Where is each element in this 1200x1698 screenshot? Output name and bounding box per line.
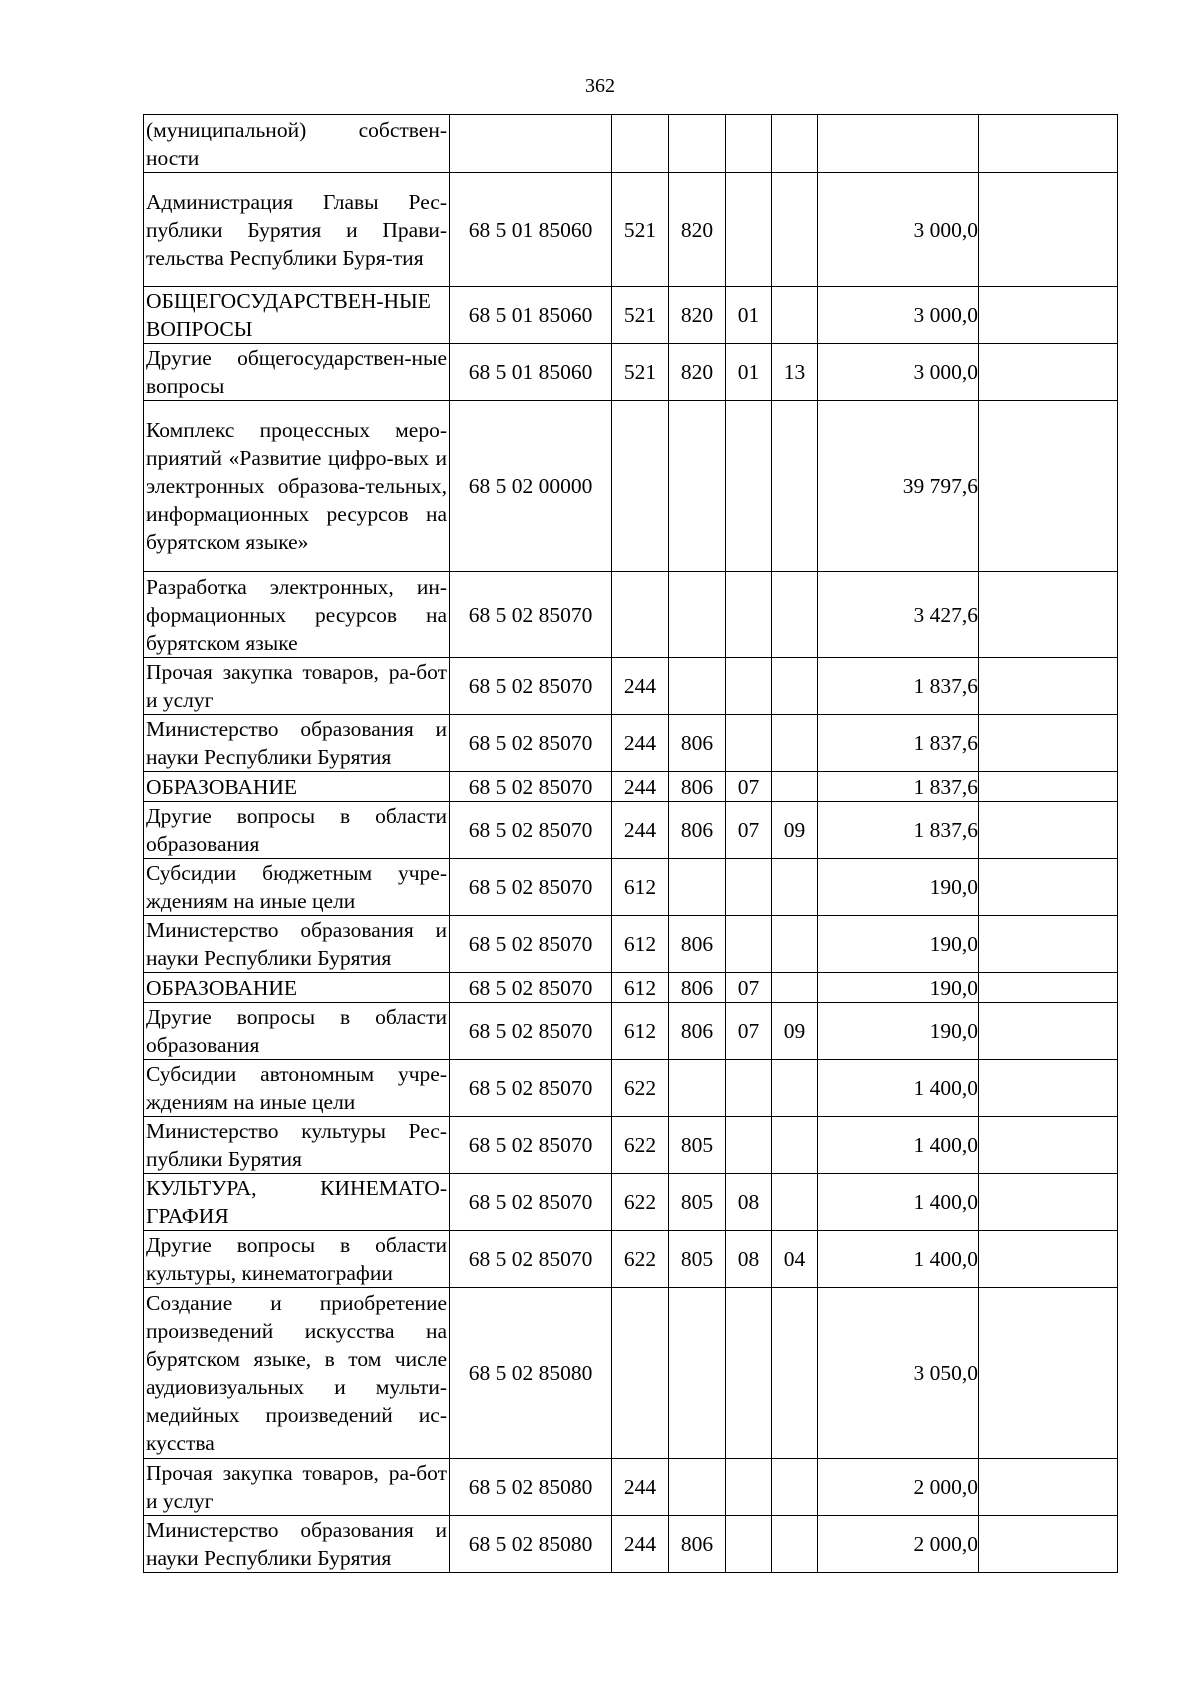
row-csr-cell: 68 5 02 85070 xyxy=(450,1060,612,1117)
page-number: 362 xyxy=(585,75,615,97)
row-pr-cell xyxy=(772,973,818,1003)
row-rz-cell xyxy=(726,1288,772,1459)
row-sum-cell: 1 400,0 xyxy=(818,1231,979,1288)
row-pr-cell xyxy=(772,115,818,173)
row-pr-cell xyxy=(772,1288,818,1459)
row-name-cell: Создание и приобретение произведений искусства на бурятском языке, в том числе аудиовизуальных и мульти-медийных произведений ис-кусства xyxy=(144,1288,450,1459)
row-csr-cell: 68 5 02 85070 xyxy=(450,1117,612,1174)
table-row xyxy=(144,916,1118,973)
row-sum-cell xyxy=(818,115,979,173)
row-vr-cell: 622 xyxy=(612,1117,669,1174)
row-name-cell: ОБЩЕГОСУДАРСТВЕН-НЫЕ ВОПРОСЫ xyxy=(144,287,450,344)
row-vr-cell: 244 xyxy=(612,1459,669,1516)
row-csr-cell: 68 5 01 85060 xyxy=(450,173,612,287)
row-name-cell: ОБРАЗОВАНИЕ xyxy=(144,973,450,1003)
row-sum-cell: 39 797,6 xyxy=(818,401,979,572)
row-rz-cell: 01 xyxy=(726,287,772,344)
table-row xyxy=(144,658,1118,715)
row-rz-cell: 07 xyxy=(726,1003,772,1060)
row-rz-cell xyxy=(726,401,772,572)
row-name-cell: Министерство образования и науки Республики Бурятия xyxy=(144,916,450,973)
row-blank-cell xyxy=(979,287,1118,344)
row-sum-cell: 2 000,0 xyxy=(818,1459,979,1516)
row-rz-cell xyxy=(726,173,772,287)
row-pr-cell xyxy=(772,1060,818,1117)
row-sum-cell: 3 427,6 xyxy=(818,572,979,658)
table-row xyxy=(144,287,1118,344)
row-sum-cell: 1 400,0 xyxy=(818,1060,979,1117)
row-csr-cell: 68 5 02 85070 xyxy=(450,1003,612,1060)
row-rz-cell: 07 xyxy=(726,802,772,859)
row-grbs-cell xyxy=(669,115,726,173)
row-vr-cell: 612 xyxy=(612,859,669,916)
row-name-cell: Субсидии бюджетным учре-ждениям на иные цели xyxy=(144,859,450,916)
row-vr-cell: 244 xyxy=(612,658,669,715)
row-vr-cell: 612 xyxy=(612,916,669,973)
row-name-cell: КУЛЬТУРА, КИНЕМАТО-ГРАФИЯ xyxy=(144,1174,450,1231)
row-rz-cell xyxy=(726,1516,772,1573)
row-rz-cell xyxy=(726,572,772,658)
row-rz-cell: 08 xyxy=(726,1174,772,1231)
row-sum-cell: 3 000,0 xyxy=(818,173,979,287)
row-grbs-cell: 805 xyxy=(669,1174,726,1231)
row-vr-cell: 521 xyxy=(612,344,669,401)
table-row xyxy=(144,1003,1118,1060)
row-csr-cell: 68 5 01 85060 xyxy=(450,287,612,344)
row-sum-cell: 1 837,6 xyxy=(818,802,979,859)
row-name-cell: Другие общегосударствен-ные вопросы xyxy=(144,344,450,401)
row-blank-cell xyxy=(979,1174,1118,1231)
row-vr-cell xyxy=(612,1288,669,1459)
row-csr-cell: 68 5 02 85080 xyxy=(450,1288,612,1459)
table-row xyxy=(144,973,1118,1003)
row-grbs-cell: 820 xyxy=(669,344,726,401)
row-sum-cell: 3 000,0 xyxy=(818,287,979,344)
row-blank-cell xyxy=(979,973,1118,1003)
row-sum-cell: 1 400,0 xyxy=(818,1174,979,1231)
row-sum-cell: 1 837,6 xyxy=(818,772,979,802)
row-name-cell: (муниципальной) собствен-ности xyxy=(144,115,450,173)
row-rz-cell xyxy=(726,1117,772,1174)
row-sum-cell: 190,0 xyxy=(818,973,979,1003)
table-row xyxy=(144,572,1118,658)
table-row xyxy=(144,772,1118,802)
budget-table xyxy=(143,114,1118,1573)
row-blank-cell xyxy=(979,572,1118,658)
row-blank-cell xyxy=(979,1231,1118,1288)
row-grbs-cell xyxy=(669,1288,726,1459)
row-csr-cell: 68 5 02 85070 xyxy=(450,715,612,772)
row-pr-cell xyxy=(772,715,818,772)
row-blank-cell xyxy=(979,1516,1118,1573)
row-sum-cell: 190,0 xyxy=(818,859,979,916)
row-vr-cell: 622 xyxy=(612,1060,669,1117)
row-blank-cell xyxy=(979,859,1118,916)
row-grbs-cell: 806 xyxy=(669,1516,726,1573)
row-pr-cell xyxy=(772,173,818,287)
row-grbs-cell xyxy=(669,658,726,715)
row-pr-cell xyxy=(772,859,818,916)
row-grbs-cell xyxy=(669,1459,726,1516)
row-rz-cell xyxy=(726,115,772,173)
row-rz-cell xyxy=(726,859,772,916)
row-vr-cell: 244 xyxy=(612,1516,669,1573)
row-pr-cell xyxy=(772,1516,818,1573)
row-grbs-cell: 806 xyxy=(669,772,726,802)
row-name-cell: Прочая закупка товаров, ра-бот и услуг xyxy=(144,1459,450,1516)
row-csr-cell: 68 5 02 85070 xyxy=(450,802,612,859)
row-pr-cell xyxy=(772,1459,818,1516)
row-sum-cell: 190,0 xyxy=(818,916,979,973)
row-csr-cell: 68 5 02 85070 xyxy=(450,772,612,802)
row-pr-cell xyxy=(772,1174,818,1231)
row-pr-cell xyxy=(772,916,818,973)
row-pr-cell: 04 xyxy=(772,1231,818,1288)
row-grbs-cell: 820 xyxy=(669,173,726,287)
row-grbs-cell xyxy=(669,1060,726,1117)
table-row xyxy=(144,1117,1118,1174)
table-row xyxy=(144,1459,1118,1516)
row-sum-cell: 1 837,6 xyxy=(818,658,979,715)
row-grbs-cell: 806 xyxy=(669,1003,726,1060)
row-blank-cell xyxy=(979,344,1118,401)
row-vr-cell xyxy=(612,572,669,658)
row-blank-cell xyxy=(979,802,1118,859)
row-name-cell: Субсидии автономным учре-ждениям на иные цели xyxy=(144,1060,450,1117)
row-sum-cell: 1 837,6 xyxy=(818,715,979,772)
table-row xyxy=(144,1174,1118,1231)
row-pr-cell xyxy=(772,658,818,715)
row-csr-cell: 68 5 02 85070 xyxy=(450,658,612,715)
row-grbs-cell: 806 xyxy=(669,715,726,772)
row-name-cell: Администрация Главы Рес-публики Бурятия и Прави-тельства Республики Буря-тия xyxy=(144,173,450,287)
row-rz-cell xyxy=(726,715,772,772)
row-name-cell: Другие вопросы в области образования xyxy=(144,802,450,859)
row-grbs-cell xyxy=(669,859,726,916)
row-grbs-cell: 806 xyxy=(669,973,726,1003)
row-vr-cell: 244 xyxy=(612,802,669,859)
row-grbs-cell xyxy=(669,572,726,658)
row-pr-cell xyxy=(772,1117,818,1174)
row-blank-cell xyxy=(979,1060,1118,1117)
table-row xyxy=(144,344,1118,401)
table-row xyxy=(144,715,1118,772)
row-vr-cell: 622 xyxy=(612,1174,669,1231)
row-rz-cell xyxy=(726,1459,772,1516)
row-csr-cell: 68 5 02 85080 xyxy=(450,1516,612,1573)
row-blank-cell xyxy=(979,658,1118,715)
row-grbs-cell: 805 xyxy=(669,1117,726,1174)
table-row xyxy=(144,1231,1118,1288)
row-sum-cell: 3 050,0 xyxy=(818,1288,979,1459)
row-name-cell: Другие вопросы в области образования xyxy=(144,1003,450,1060)
row-grbs-cell: 820 xyxy=(669,287,726,344)
row-rz-cell: 01 xyxy=(726,344,772,401)
row-sum-cell: 2 000,0 xyxy=(818,1516,979,1573)
row-rz-cell: 08 xyxy=(726,1231,772,1288)
row-name-cell: Министерство образования и науки Республики Бурятия xyxy=(144,1516,450,1573)
row-rz-cell: 07 xyxy=(726,772,772,802)
table-row xyxy=(144,173,1118,287)
row-vr-cell xyxy=(612,401,669,572)
table-row xyxy=(144,401,1118,572)
table-row xyxy=(144,115,1118,173)
row-grbs-cell xyxy=(669,401,726,572)
row-name-cell: ОБРАЗОВАНИЕ xyxy=(144,772,450,802)
row-vr-cell: 244 xyxy=(612,715,669,772)
row-blank-cell xyxy=(979,1003,1118,1060)
row-csr-cell: 68 5 02 85070 xyxy=(450,859,612,916)
row-csr-cell: 68 5 02 85070 xyxy=(450,1174,612,1231)
row-pr-cell: 09 xyxy=(772,802,818,859)
row-blank-cell xyxy=(979,401,1118,572)
row-pr-cell xyxy=(772,772,818,802)
row-blank-cell xyxy=(979,772,1118,802)
row-blank-cell xyxy=(979,916,1118,973)
row-sum-cell: 1 400,0 xyxy=(818,1117,979,1174)
row-csr-cell xyxy=(450,115,612,173)
row-vr-cell: 244 xyxy=(612,772,669,802)
row-name-cell: Другие вопросы в области культуры, кинематографии xyxy=(144,1231,450,1288)
row-vr-cell: 521 xyxy=(612,287,669,344)
table-body xyxy=(144,115,1118,1573)
row-vr-cell xyxy=(612,115,669,173)
row-vr-cell: 622 xyxy=(612,1231,669,1288)
table-row xyxy=(144,1516,1118,1573)
row-name-cell: Комплекс процессных меро-приятий «Развитие цифро-вых и электронных образова-тельных, информационных ресурсов на бурятском языке» xyxy=(144,401,450,572)
row-rz-cell xyxy=(726,1060,772,1117)
row-vr-cell: 612 xyxy=(612,1003,669,1060)
row-csr-cell: 68 5 02 85070 xyxy=(450,572,612,658)
row-csr-cell: 68 5 02 85080 xyxy=(450,1459,612,1516)
row-csr-cell: 68 5 02 00000 xyxy=(450,401,612,572)
table-row xyxy=(144,859,1118,916)
row-pr-cell xyxy=(772,401,818,572)
row-csr-cell: 68 5 02 85070 xyxy=(450,916,612,973)
row-blank-cell xyxy=(979,1117,1118,1174)
table-row xyxy=(144,802,1118,859)
row-blank-cell xyxy=(979,115,1118,173)
row-name-cell: Министерство образования и науки Республики Бурятия xyxy=(144,715,450,772)
row-grbs-cell: 806 xyxy=(669,916,726,973)
row-name-cell: Министерство культуры Рес-публики Бурятия xyxy=(144,1117,450,1174)
row-rz-cell: 07 xyxy=(726,973,772,1003)
row-blank-cell xyxy=(979,715,1118,772)
row-sum-cell: 190,0 xyxy=(818,1003,979,1060)
row-pr-cell: 09 xyxy=(772,1003,818,1060)
row-name-cell: Разработка электронных, ин-формационных ресурсов на бурятском языке xyxy=(144,572,450,658)
row-name-cell: Прочая закупка товаров, ра-бот и услуг xyxy=(144,658,450,715)
row-vr-cell: 612 xyxy=(612,973,669,1003)
row-csr-cell: 68 5 02 85070 xyxy=(450,1231,612,1288)
row-pr-cell xyxy=(772,572,818,658)
row-rz-cell xyxy=(726,658,772,715)
row-pr-cell: 13 xyxy=(772,344,818,401)
row-csr-cell: 68 5 02 85070 xyxy=(450,973,612,1003)
row-sum-cell: 3 000,0 xyxy=(818,344,979,401)
row-rz-cell xyxy=(726,916,772,973)
row-vr-cell: 521 xyxy=(612,173,669,287)
row-pr-cell xyxy=(772,287,818,344)
table-row xyxy=(144,1288,1118,1459)
row-csr-cell: 68 5 01 85060 xyxy=(450,344,612,401)
row-grbs-cell: 806 xyxy=(669,802,726,859)
table-row xyxy=(144,1060,1118,1117)
row-blank-cell xyxy=(979,1288,1118,1459)
row-grbs-cell: 805 xyxy=(669,1231,726,1288)
row-blank-cell xyxy=(979,173,1118,287)
row-blank-cell xyxy=(979,1459,1118,1516)
